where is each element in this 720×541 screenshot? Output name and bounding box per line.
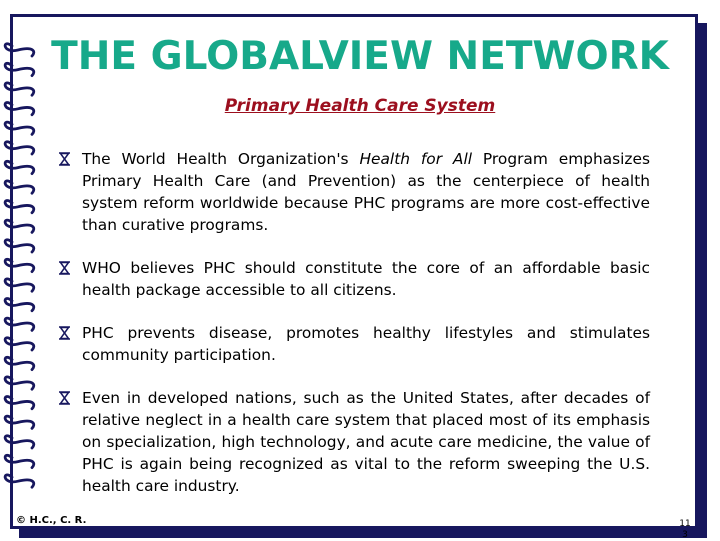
binding-ring (5, 142, 34, 154)
bullet-item (58, 322, 650, 366)
hourglass-icon (58, 326, 71, 340)
spiral-binding-icon (0, 0, 50, 540)
bullet-item (58, 148, 650, 236)
bullet-text-2: WHO believes PHC should constitute the core of an affordable basic health package accessible to all citizens. (82, 259, 650, 299)
bullet-text-1-end: Program emphasizes Primary Health Care (and Prevention) as the centerpiece of health system reform worldwide because PHC programs are more cost-effective than curative programs. (82, 150, 650, 234)
bullet-emphasis-1: Health for All (359, 150, 473, 168)
binding-ring (5, 240, 34, 252)
binding-ring (5, 377, 34, 389)
binding-ring (5, 201, 34, 213)
binding-ring (5, 181, 34, 193)
binding-ring (5, 279, 34, 291)
binding-ring (5, 436, 34, 448)
binding-ring (5, 259, 34, 271)
binding-ring (5, 397, 34, 409)
binding-ring (5, 416, 34, 428)
slide-subtitle: Primary Health Care System (224, 96, 496, 116)
binding-ring (5, 318, 34, 330)
binding-ring (5, 299, 34, 311)
binding-ring (5, 122, 34, 134)
bullet-text-1: The World Health Organization's (82, 150, 360, 168)
binding-ring (5, 220, 34, 232)
binding-ring (5, 455, 34, 467)
slide-title: THE GLOBALVIEW NETWORK (51, 34, 669, 79)
bullet-text-3: PHC prevents disease, promotes healthy lifestyles and stimulates community participation. (82, 324, 650, 364)
hourglass-icon (58, 391, 71, 405)
bullet-item (58, 387, 650, 497)
binding-ring (5, 83, 34, 95)
binding-ring (5, 338, 34, 350)
bullet-item (58, 257, 650, 301)
binding-ring (5, 357, 34, 369)
bullet-list (58, 148, 650, 518)
hourglass-icon (58, 152, 71, 166)
page-number-main: 11 (679, 519, 691, 529)
binding-ring (5, 475, 34, 487)
bullet-text-4: Even in developed nations, such as the United States, after decades of relative neglect in a health care system that placed most of its emphasis on specialization, high technology, and acute care medicine, the value of PHC is again being recognized as vital to the reform sweeping the U.S. health care industry. (82, 389, 650, 495)
hourglass-icon (58, 261, 71, 275)
binding-ring (5, 161, 34, 173)
page-number (675, 519, 695, 541)
copyright-footer: © H.C., C. R. (16, 515, 87, 526)
page-number-overflow: 3 (682, 530, 688, 540)
